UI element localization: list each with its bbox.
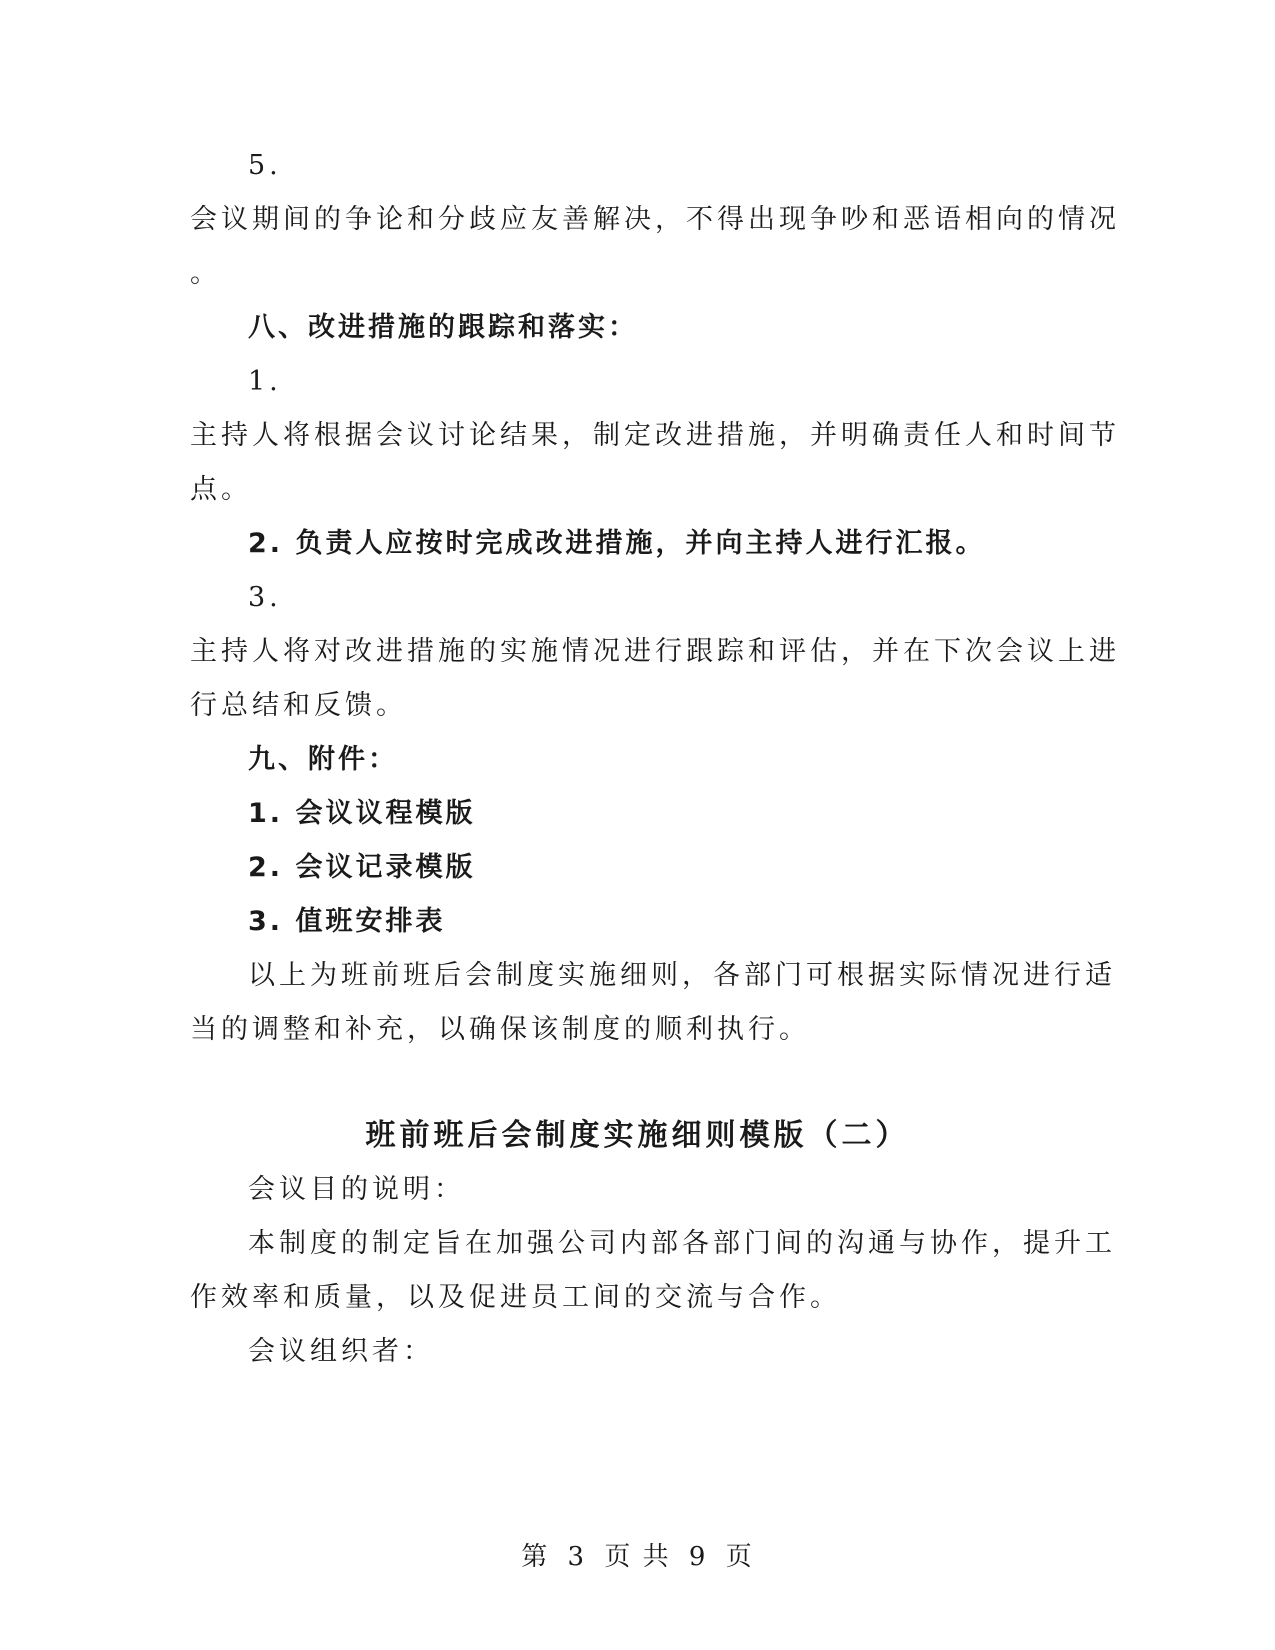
paragraph-line: 作效率和质量，以及促进员工间的交流与合作。 xyxy=(190,1282,841,1313)
list-item: 2. 负责人应按时完成改进措施，并向主持人进行汇报。 xyxy=(248,528,986,559)
section-title: 班前班后会制度实施细则模版（二） xyxy=(365,1118,910,1153)
paragraph-line: 会议组织者： xyxy=(248,1336,434,1367)
list-number: 5. xyxy=(248,150,282,181)
paragraph-line: 主持人将对改进措施的实施情况进行跟踪和评估，并在下次会议上进 xyxy=(190,636,1120,667)
paragraph-line: 主持人将根据会议讨论结果，制定改进措施，并明确责任人和时间节 xyxy=(190,420,1120,451)
paragraph-line: 。 xyxy=(190,258,221,289)
footer-prefix: 第 xyxy=(521,1542,550,1572)
paragraph-line: 会议目的说明： xyxy=(248,1174,465,1205)
page-footer xyxy=(0,1536,1275,1573)
paragraph-line: 本制度的制定旨在加强公司内部各部门间的沟通与协作，提升工 xyxy=(248,1228,1116,1259)
paragraph-line: 点。 xyxy=(190,474,252,505)
list-item: 3. 值班安排表 xyxy=(248,906,446,937)
footer-total-pages: 9 xyxy=(688,1542,708,1572)
section-heading: 八、改进措施的跟踪和落实： xyxy=(248,312,638,343)
footer-suffix: 页 xyxy=(725,1542,754,1572)
list-item: 2. 会议记录模版 xyxy=(248,852,476,883)
section-heading: 九、附件： xyxy=(248,744,398,775)
list-number: 1. xyxy=(248,366,282,397)
paragraph-line: 会议期间的争论和分歧应友善解决，不得出现争吵和恶语相向的情况 xyxy=(190,204,1120,235)
list-item: 1. 会议议程模版 xyxy=(248,798,476,829)
list-number: 3. xyxy=(248,582,282,613)
paragraph-line: 当的调整和补充，以确保该制度的顺利执行。 xyxy=(190,1014,810,1045)
footer-mid: 页 共 xyxy=(604,1542,671,1572)
footer-current-page: 3 xyxy=(567,1542,587,1572)
paragraph-line: 行总结和反馈。 xyxy=(190,690,407,721)
paragraph-line: 以上为班前班后会制度实施细则，各部门可根据实际情况进行适 xyxy=(248,960,1116,991)
